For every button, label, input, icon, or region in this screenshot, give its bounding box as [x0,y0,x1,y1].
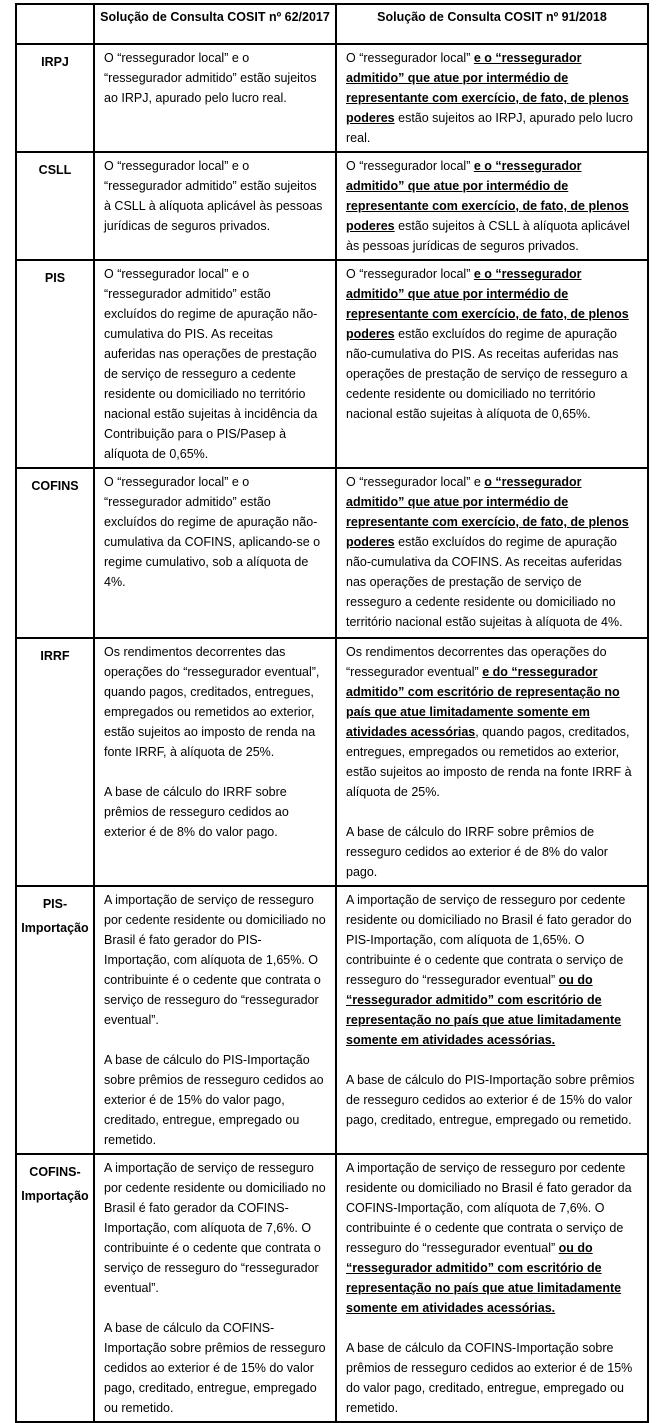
body-text: A base de cálculo da COFINS-Importação sobre prêmios de resseguro cedidos ao exterior é de 15% do valor pago, creditado, entregue, empregado ou remetido. [104,1321,326,1415]
row-label: IRPJ [16,44,94,152]
body-text: Os rendimentos decorrentes das operações do “ressegurador eventual” [346,645,607,679]
table-body [16,44,648,1422]
row-label: PIS [16,260,94,468]
paragraph [104,1318,327,1418]
body-text: A base de cálculo da COFINS-Importação sobre prêmios de resseguro cedidos ao exterior é de 15% do valor pago, creditado, entregue, empregado ou remetido. [346,1341,633,1415]
body-text: estão sujeitos à CSLL à alíquota aplicável às pessoas jurídicas de seguros privados. [346,219,630,253]
cell-cosit-91-2018 [336,468,648,638]
cell-cosit-91-2018 [336,44,648,152]
highlighted-text: ou do “ressegurador admitido” com escritório de representação no país que atue limitadamente somente em atividades acessórias. [346,973,622,1047]
cell-cosit-62-2017 [94,886,336,1154]
cell-cosit-91-2018 [336,1154,648,1422]
cell-cosit-62-2017 [94,260,336,468]
paragraph [346,1158,639,1318]
highlighted-text: e do “ressegurador admitido” com escritório de representação no país que atue limitadamente somente em atividades acessórias [346,665,620,739]
body-text: O “ressegurador local” [346,51,474,65]
header-row [16,4,648,44]
cell-cosit-91-2018 [336,260,648,468]
body-text: A importação de serviço de resseguro por cedente residente ou domiciliado no Brasil é fato gerador do PIS-Importação, com alíquota de 1,65%. O contribuinte é o cedente que contrata o serviço de resseguro do “ressegurador eventual”. [104,893,326,1027]
paragraph [346,472,639,632]
paragraph [104,642,327,762]
header-cosit-62-2017: Solução de Consulta COSIT nº 62/2017 [94,4,336,44]
paragraph [346,822,639,882]
header-empty-cell [16,4,94,44]
paragraph [104,472,327,592]
body-text: O “ressegurador local” e o “ressegurador admitido” estão excluídos do regime de apuração não-cumulativa da COFINS, aplicando-se o regime cumulativo, sob a alíquota de 4%. [104,475,321,589]
row-label: COFINS-Importação [16,1154,94,1422]
paragraph [346,264,639,424]
highlighted-text: e o “ressegurador admitido” que atue por intermédio de representante com exercício, de fato, de plenos poderes [346,51,629,125]
body-text: O “ressegurador local” [346,267,474,281]
cell-cosit-91-2018 [336,152,648,260]
cell-cosit-62-2017 [94,1154,336,1422]
body-text: estão sujeitos ao IRPJ, apurado pelo lucro real. [346,111,633,145]
highlighted-text: ou do “ressegurador admitido” com escritório de representação no país que atue limitadamente somente em atividades acessórias. [346,1241,622,1315]
cell-cosit-91-2018 [336,638,648,886]
paragraph [104,890,327,1030]
paragraph [104,782,327,842]
body-text: estão excluídos do regime de apuração não-cumulativa da COFINS. As receitas auferidas nas operações de prestação de serviço de resseguro a cedente residente ou domiciliado no território nacional estão sujeitas à alíquota de 4%. [346,535,623,629]
body-text: estão excluídos do regime de apuração não-cumulativa do PIS. As receitas auferidas nas operações de prestação de serviço de resseguro a cedente residente ou domiciliado no território nacional estão sujeitas à alíquota de 0,65%. [346,327,628,421]
cell-cosit-62-2017 [94,638,336,886]
body-text: A importação de serviço de resseguro por cedente residente ou domiciliado no Brasil é fato gerador do PIS-Importação, com alíquota de 1,65%. O contribuinte é o cedente que contrata o serviço de resseguro do “ressegurador eventual” [346,893,632,987]
body-text: A base de cálculo do IRRF sobre prêmios de resseguro cedidos ao exterior é de 8% do valor pago. [346,825,608,879]
table-row-irrf [16,638,648,886]
body-text: A base de cálculo do IRRF sobre prêmios de resseguro cedidos ao exterior é de 8% do valor pago. [104,785,289,839]
cell-cosit-62-2017 [94,152,336,260]
body-text: A base de cálculo do PIS-Importação sobre prêmios de resseguro cedidos ao exterior é de 15% do valor pago, creditado, entregue, empregado ou remetido. [104,1053,324,1147]
row-label: PIS-Importação [16,886,94,1154]
highlighted-text: e o “ressegurador admitido” que atue por intermédio de representante com exercício, de fato, de plenos poderes [346,159,629,233]
row-label: COFINS [16,468,94,638]
paragraph [104,48,327,108]
paragraph [346,890,639,1050]
table-row-cofins-importa-o [16,1154,648,1422]
body-text: A importação de serviço de resseguro por cedente residente ou domiciliado no Brasil é fato gerador da COFINS-Importação, com alíquota de 7,6%. O contribuinte é o cedente que contrata o serviço de resseguro do “ressegurador eventual”. [104,1161,326,1295]
table-row-irpj [16,44,648,152]
cell-cosit-91-2018 [336,886,648,1154]
paragraph [104,264,327,464]
cosit-comparison-table [15,3,649,1423]
paragraph [104,1158,327,1298]
row-label: CSLL [16,152,94,260]
body-text: A base de cálculo do PIS-Importação sobre prêmios de resseguro cedidos ao exterior é de 15% do valor pago, creditado, entregue, empregado ou remetido. [346,1073,635,1127]
header-cosit-91-2018: Solução de Consulta COSIT nº 91/2018 [336,4,648,44]
row-label: IRRF [16,638,94,886]
highlighted-text: e o “ressegurador admitido” que atue por intermédio de representante com exercício, de fato, de plenos poderes [346,267,629,341]
table-row-pis [16,260,648,468]
table-row-pis-importa-o [16,886,648,1154]
paragraph [104,156,327,236]
body-text: , quando pagos, creditados, entregues, empregados ou remetidos ao exterior, estão sujeitos ao imposto de renda na fonte IRRF à alíquota de 25%. [346,725,632,799]
cell-cosit-62-2017 [94,468,336,638]
paragraph [346,1338,639,1418]
body-text: O “ressegurador local” e o “ressegurador admitido” estão sujeitos ao IRPJ, apurado pelo lucro real. [104,51,317,105]
paragraph [346,642,639,802]
paragraph [346,1070,639,1130]
body-text: O “ressegurador local” [346,159,474,173]
body-text: O “ressegurador local” e [346,475,485,489]
paragraph [346,156,639,256]
body-text: O “ressegurador local” e o “ressegurador admitido” estão sujeitos à CSLL à alíquota aplicável às pessoas jurídicas de seguros privados. [104,159,323,233]
body-text: A importação de serviço de resseguro por cedente residente ou domiciliado no Brasil é fato gerador da COFINS-Importação, com alíquota de 7,6%. O contribuinte é o cedente que contrata o serviço de resseguro do “ressegurador eventual” [346,1161,632,1255]
table-row-cofins [16,468,648,638]
comparison-table-container [15,3,649,1423]
body-text: Os rendimentos decorrentes das operações do “ressegurador eventual”, quando pagos, creditados, entregues, empregados ou remetidos ao exterior, estão sujeitos ao imposto de renda na fonte IRRF, à alíquota de 25%. [104,645,320,759]
paragraph [346,48,639,148]
body-text: O “ressegurador local” e o “ressegurador admitido” estão excluídos do regime de apuração não-cumulativa do PIS. As receitas auferidas nas operações de prestação de serviço de resseguro a cedente residente ou domiciliado no território nacional estão sujeitas à incidência da Contribuição para o PIS/Pasep à alíquota de 0,65%. [104,267,318,461]
paragraph [104,1050,327,1150]
table-row-csll [16,152,648,260]
cell-cosit-62-2017 [94,44,336,152]
highlighted-text: o “ressegurador admitido” que atue por intermédio de representante com exercício, de fato, de plenos poderes [346,475,629,549]
